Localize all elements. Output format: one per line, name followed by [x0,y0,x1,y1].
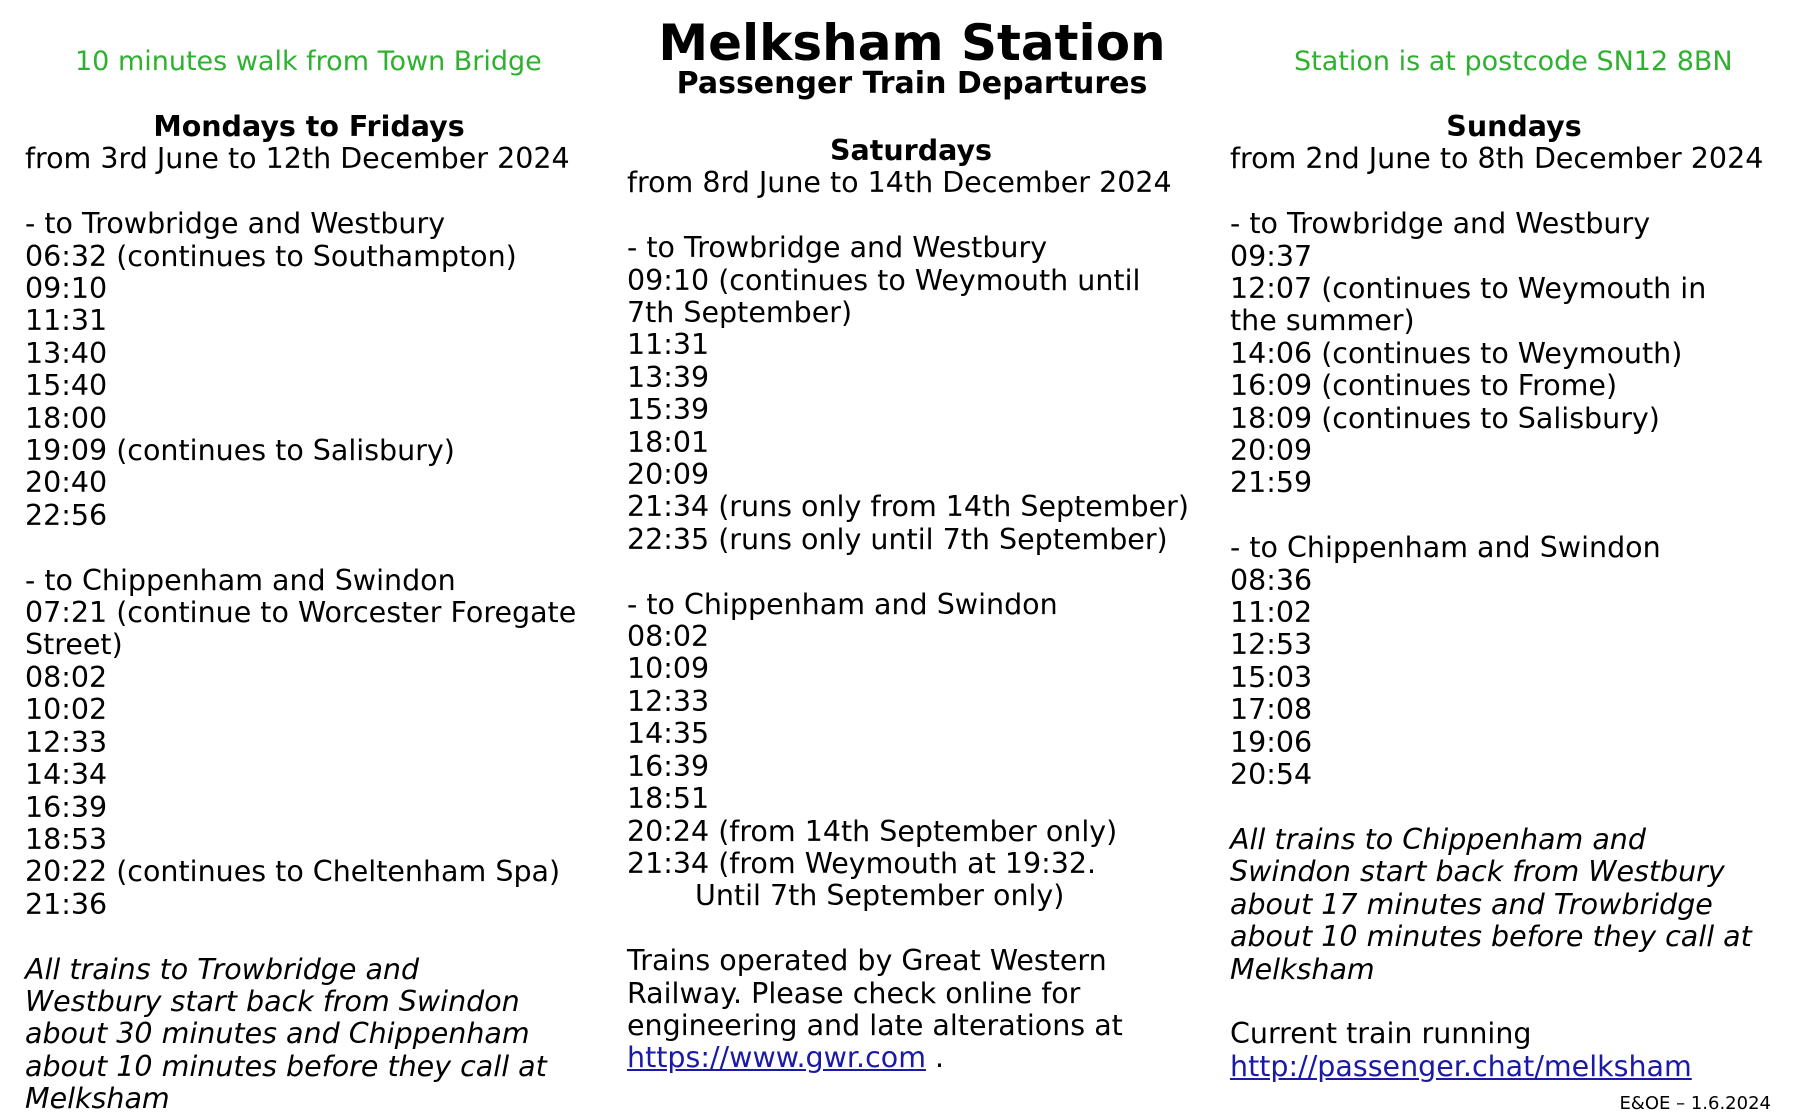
departure-time: 06:32 (continues to Southampton) [25,239,517,273]
saturday-east-heading: - to Chippenham and Swindon [627,587,1058,621]
link-suffix: . [925,1041,945,1075]
saturday-heading: Saturdays [829,134,993,167]
departure-time: 18:51 [627,782,710,816]
departure-time: 20:22 (continues to Cheltenham Spa) [25,855,561,889]
operator-text: Trains operated by Great Western Railway. Please check online for engineering and late alterations at [627,944,1123,1042]
weekday-heading: Mondays to Fridays [153,110,465,143]
weekday-east-heading: - to Chippenham and Swindon [25,563,456,597]
page-subtitle: Passenger Train Departures [676,66,1148,101]
departure-time: 13:39 [627,360,710,394]
sunday-west-heading: - to Trowbridge and Westbury [1230,207,1651,241]
departure-time: 11:31 [627,328,710,362]
departure-time: 09:10 (continues to Weymouth until 7th September) [627,263,1141,330]
departure-time: 11:02 [1230,596,1313,630]
departure-time: 18:00 [25,401,108,435]
departure-time: 10:02 [25,693,108,727]
departure-note: Until 7th September only) [695,879,1065,913]
passenger-chat-link[interactable]: http://passenger.chat/melksham [1230,1049,1692,1083]
saturday-west-heading: - to Trowbridge and Westbury [627,231,1048,265]
departure-time: 20:54 [1230,758,1313,792]
departure-time: 09:37 [1230,239,1313,273]
departure-time: 15:03 [1230,660,1313,694]
saturday-dates: from 8rd June to 14th December 2024 [627,166,1172,200]
departure-time: 14:35 [627,717,710,751]
departure-time: 15:39 [627,393,710,427]
weekday-west-heading: - to Trowbridge and Westbury [25,207,446,241]
departure-time: 11:31 [25,304,108,338]
departure-time: 20:24 (from 14th September only) [627,814,1118,848]
departure-time: 21:34 (from Weymouth at 19:32. [627,846,1097,880]
departure-time: 19:09 (continues to Salisbury) [25,434,455,468]
footer-note: E&OE – 1.6.2024 [1619,1093,1771,1114]
gwr-link[interactable]: https://www.gwr.com [627,1041,926,1075]
departure-time: 12:07 (continues to Weymouth in the summer) [1230,272,1707,338]
weekday-column [25,111,585,1116]
departure-time: 16:39 [25,790,108,824]
postcode-note: Station is at postcode SN12 8BN [1294,46,1733,77]
operator-note [627,945,1147,1075]
departure-time: 20:09 [627,458,710,492]
sunday-column [1230,111,1790,1083]
departure-time: 08:02 [25,660,108,694]
sunday-dates: from 2nd June to 8th December 2024 [1230,142,1764,176]
departure-time: 15:40 [25,369,108,403]
page-title: Melksham Station [658,14,1166,72]
departure-time: 18:01 [627,425,710,459]
departure-time: 20:09 [1230,434,1313,468]
running-label: Current train running [1230,1017,1532,1051]
departure-time: 13:40 [25,336,108,370]
weekday-dates: from 3rd June to 12th December 2024 [25,142,570,176]
departure-time: 22:56 [25,498,108,532]
departure-time: 19:06 [1230,725,1313,759]
departure-time: 21:36 [25,887,108,921]
departure-time: 21:34 (runs only from 14th September) [627,490,1189,524]
departure-time: 12:33 [25,725,108,759]
departure-time: 14:34 [25,758,108,792]
departure-time: 09:10 [25,272,108,306]
departure-time: 16:09 (continues to Frome) [1230,369,1618,403]
departure-time: 12:53 [1230,628,1313,662]
departure-time: 22:35 (runs only until 7th September) [627,522,1168,556]
walk-note: 10 minutes walk from Town Bridge [75,46,542,77]
departure-time: 07:21 (continue to Worcester Foregate Street) [25,596,577,662]
departure-time: 08:36 [1230,563,1313,597]
weekday-note: All trains to Trowbridge and Westbury start back from Swindon about 30 minutes and Chippenham about 10 minutes before they call at Melksham [25,952,547,1116]
departure-time: 12:33 [627,684,710,718]
departure-time: 17:08 [1230,693,1313,727]
departure-time: 18:09 (continues to Salisbury) [1230,401,1660,435]
sunday-heading: Sundays [1446,110,1582,143]
sunday-east-heading: - to Chippenham and Swindon [1230,531,1661,565]
sunday-note: All trains to Chippenham and Swindon start back from Westbury about 17 minutes and Trowbridge about 10 minutes before they call at Melksham [1230,822,1752,986]
departure-time: 21:59 [1230,466,1313,500]
departure-time: 20:40 [25,466,108,500]
departure-time: 14:06 (continues to Weymouth) [1230,336,1683,370]
departure-time: 08:02 [627,620,710,654]
saturday-column [627,135,1187,1075]
departure-time: 10:09 [627,652,710,686]
departure-time: 16:39 [627,749,710,783]
departure-time: 18:53 [25,822,108,856]
